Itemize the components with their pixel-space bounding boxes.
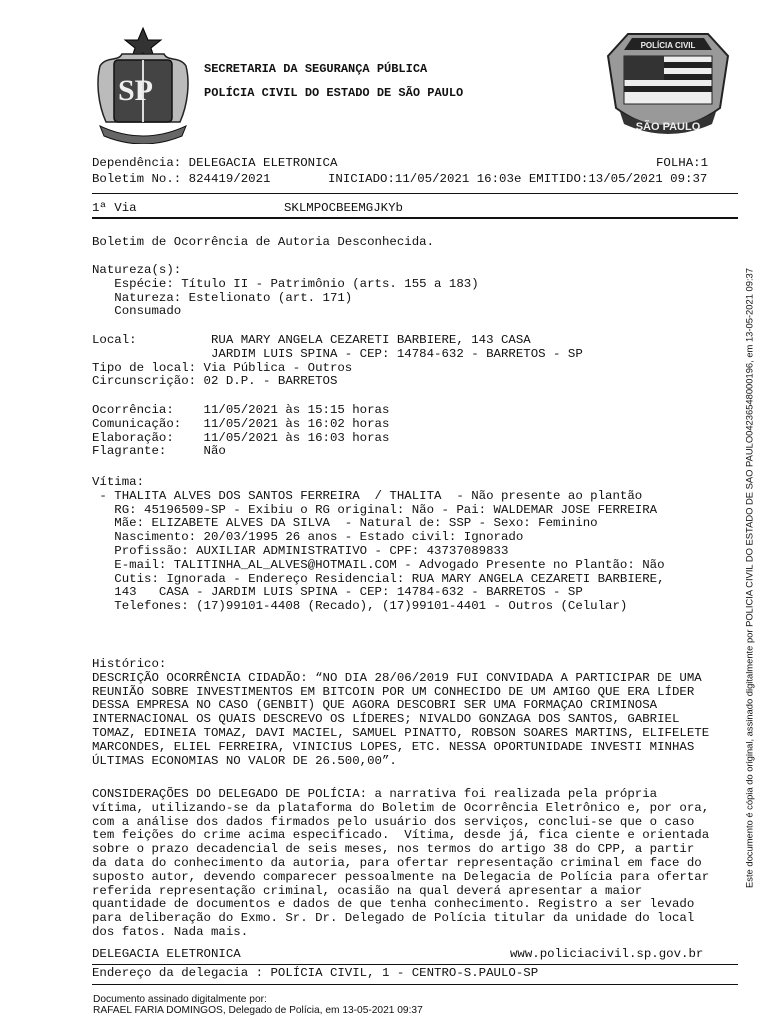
footer-website-link[interactable]: www.policiacivil.sp.gov.br <box>510 947 704 961</box>
folha-number: FOLHA:1 <box>656 156 709 170</box>
signature-signer: RAFAEL FARIA DOMINGOS, Delegado de Polícia, em 13-05-2021 09:37 <box>93 1005 423 1016</box>
local-section <box>92 334 583 389</box>
historico-line: DESCRIÇÃO OCORRÊNCIA CIDADÃO: “NO DIA 28/06/2019 FUI CONVIDADA A PARTICIPAR DE UMA <box>92 670 702 685</box>
historico-line: INTERNACIONAL OS QUAIS DESCREVO OS LÍDERES; NIVALDO GONZAGA DOS SANTOS, GABRIEL <box>92 712 680 727</box>
consideracoes-line: referida representação criminal, ocasião na qual deverá apresentar a maior <box>92 883 643 898</box>
natureza-line: Espécie: Título II - Patrimônio (arts. 155 a 183) <box>92 276 479 291</box>
historico-line: MARCONDES, ELIEL FERREIRA, VINICIUS LOPES, ETC. NESSA OPORTUNIDADE INVESTI MINHAS <box>92 739 695 754</box>
natureza-line: Natureza(s): <box>92 263 182 277</box>
boletim-title: Boletim de Ocorrência de Autoria Desconhecida. <box>92 235 435 249</box>
consideracoes-section <box>92 788 709 940</box>
iniciado-date: INICIADO:11/05/2021 16:03 <box>328 172 514 186</box>
vitima-line: Nascimento: 20/03/1995 26 anos - Estado civil: Ignorado <box>92 530 524 545</box>
sp-coat-of-arms-logo <box>92 26 194 144</box>
vitima-line: Vítima: <box>92 475 145 489</box>
footer-delegacia: DELEGACIA ELETRONICA <box>92 947 241 961</box>
via-divider <box>92 217 738 219</box>
footer-bottom-divider <box>92 984 738 985</box>
footer-endereco: Endereço da delegacia : POLÍCIA CIVIL, 1 - CENTRO-S.PAULO-SP <box>92 966 539 980</box>
top-divider <box>92 193 738 194</box>
vitima-section <box>92 476 665 614</box>
historico-section <box>92 658 709 768</box>
local-line: JARDIM LUIS SPINA - CEP: 14784-632 - BARRETOS - SP <box>92 346 583 361</box>
consideracoes-line: dos fatos. Nada mais. <box>92 924 249 939</box>
consideracoes-line: CONSIDERAÇÕES DO DELEGADO DE POLÍCIA: a narrativa foi realizada pela própria <box>92 787 658 801</box>
vitima-line: 143 CASA - JARDIM LUIS SPINA - CEP: 14784-632 - BARRETOS - SP <box>92 585 583 600</box>
footer-divider <box>92 964 738 965</box>
local-line: Local: RUA MARY ANGELA CEZARETI BARBIERE, 143 CASA <box>92 333 531 347</box>
via-label: 1ª Via <box>92 201 137 215</box>
emitido-date: e EMITIDO:13/05/2021 09:37 <box>514 172 708 186</box>
consideracoes-line: com a análise dos dados firmados pelo usuário dos serviços, conclui-se que o caso <box>92 814 695 829</box>
historico-line: Histórico: <box>92 657 167 671</box>
consideracoes-line: para deliberação do Exmo. Sr. Dr. Delegado de Polícia titular da unidade do local <box>92 911 695 926</box>
svg-text:SP: SP <box>118 74 154 107</box>
consideracoes-line: tem feições do crime acima especificado. Vítima, desde já, fica ciente e orientada <box>92 828 710 843</box>
historico-line: REUNIÃO SOBRE INVESTIMENTOS EM BITCOIN POR UM CONHECIDO DE UM AMIGO QUE ERA LÍDER <box>92 684 695 699</box>
header-secretaria: SECRETARIA DA SEGURANÇA PÚBLICA <box>204 62 428 76</box>
vitima-line: - THALITA ALVES DOS SANTOS FERREIRA / THALITA - Não presente ao plantão <box>92 488 643 503</box>
local-line: Tipo de local: Via Pública - Outros <box>92 360 353 375</box>
data-line: Elaboração: 11/05/2021 às 16:03 horas <box>92 430 390 445</box>
consideracoes-line: vítima, utilizando-se da plataforma do Boletim de Ocorrência Eletrônico e, por ora, <box>92 800 710 815</box>
boletim-number: Boletim No.: 824419/2021 <box>92 172 271 186</box>
header-policia-civil: POLÍCIA CIVIL DO ESTADO DE SÃO PAULO <box>204 86 464 100</box>
historico-line: TOMAZ, EDINEIA TOMAZ, DAVI MACIEL, SAMUEL PINATTO, ROBSON SOARES MARTINS, ELIFELETE <box>92 725 710 740</box>
vitima-line: Telefones: (17)99101-4408 (Recado), (17)99101-4401 - Outros (Celular) <box>92 599 628 614</box>
vitima-line: Profissão: AUXILIAR ADMINISTRATIVO - CPF: 43737089833 <box>92 543 509 558</box>
historico-line: DESSA EMPRESA NO CASO (GENBIT) QUE AGORA DESCOBRI SER UMA FORMAÇAO CRIMINOSA <box>92 698 658 713</box>
vitima-line: Cutis: Ignorada - Endereço Residencial: RUA MARY ANGELA CEZARETI BARBIERE, <box>92 571 665 586</box>
datas-section <box>92 404 389 459</box>
consideracoes-line: quantidade de documentos e dados de que tenha conhecimento. Registro a ser levado <box>92 897 695 912</box>
consideracoes-line: da data do conhecimento da autoria, para ofertar representação criminal em face do <box>92 855 702 870</box>
data-line: Comunicação: 11/05/2021 às 16:02 horas <box>92 416 390 431</box>
vitima-line: Mãe: ELIZABETE ALVES DA SILVA - Natural de: SSP - Sexo: Feminino <box>92 516 598 531</box>
data-line: Flagrante: Não <box>92 444 226 459</box>
dependencia-line: Dependência: DELEGACIA ELETRONICA <box>92 156 338 170</box>
natureza-section <box>92 264 479 319</box>
svg-text:POLÍCIA CIVIL: POLÍCIA CIVIL <box>640 41 696 50</box>
digital-signature-side-note <box>740 258 758 898</box>
data-line: Ocorrência: 11/05/2021 às 15:15 horas <box>92 403 390 417</box>
verification-code: SKLMPOCBEEMGJKYb <box>284 201 403 215</box>
historico-line: ÚLTIMAS ECONOMIAS NO VALOR DE 26.500,00”. <box>92 753 397 768</box>
local-line: Circunscrição: 02 D.P. - BARRETOS <box>92 374 338 389</box>
vitima-line: E-mail: TALITINHA_AL_ALVES@HOTMAIL.COM - Advogado Presente no Plantão: Não <box>92 557 665 572</box>
consideracoes-line: sobre o prazo decadencial de seis meses, nos termos do artigo 38 do CPP, a partir <box>92 842 695 857</box>
side-note-text: Este documento é cópia do original, assinado digitalmente por POLICIA CIVIL DO ESTADO DE SAO PAULO042365480001​96, em 13-05-2021 09:37 <box>743 268 755 888</box>
vitima-line: RG: 45196509-SP - Exibiu o RG original: Não - Pai: WALDEMAR JOSE FERREIRA <box>92 502 658 517</box>
natureza-line: Natureza: Estelionato (art. 171) <box>92 290 353 305</box>
policia-civil-badge-logo <box>598 28 738 146</box>
svg-text:SÃO PAULO: SÃO PAULO <box>635 121 701 133</box>
consideracoes-line: suposto autor, devendo comparecer pessoalmente na Delegacia de Polícia para ofertar <box>92 869 710 884</box>
natureza-line: Consumado <box>92 304 182 319</box>
signature-label: Documento assinado digitalmente por: <box>93 994 267 1005</box>
